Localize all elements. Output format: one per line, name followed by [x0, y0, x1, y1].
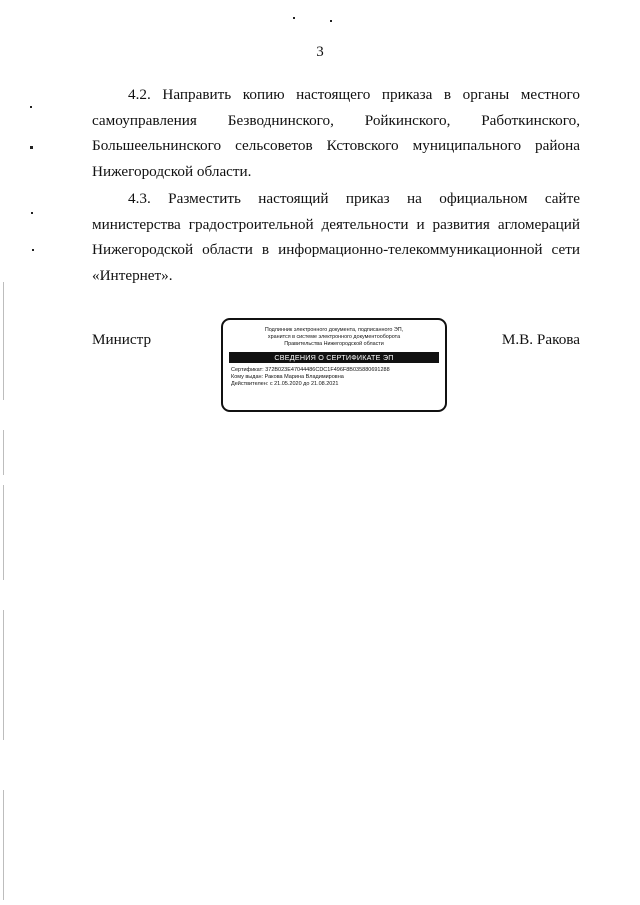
stamp-header-line: Правительства Нижегородской области — [284, 341, 384, 347]
stamp-valid-label: Действителен: — [231, 381, 269, 388]
scan-margin-line — [3, 485, 4, 580]
scan-speck — [30, 146, 33, 149]
scan-speck — [330, 20, 332, 22]
scan-margin-line — [3, 282, 4, 400]
stamp-issued-to-label: Кому выдан: — [231, 374, 264, 381]
scan-speck — [31, 212, 33, 214]
stamp-issued-to-value: Ракова Марина Владимировна — [264, 374, 344, 381]
stamp-details — [231, 367, 445, 389]
scan-speck — [32, 249, 34, 251]
stamp-valid-row — [231, 381, 445, 388]
page-number: 3 — [316, 44, 324, 60]
stamp-header — [223, 327, 445, 348]
paragraph-4-3: 4.3. Разместить настоящий приказ на официальном сайте министерства градостроительной деятельности и развития агломераций Нижегородской области в информационно-телекоммуникационной сети «Интернет». — [92, 190, 580, 284]
stamp-title: СВЕДЕНИЯ О СЕРТИФИКАТЕ ЭП — [229, 352, 439, 363]
stamp-certificate-row — [231, 367, 445, 374]
stamp-header-line: хранится в системе электронного документооборота — [267, 334, 401, 340]
paragraph-4-2: 4.2. Направить копию настоящего приказа в органы местного самоуправления Безводнинского, Ройкинского, Работкинского, Большеельнинского сельсоветов Кстовского муниципального района Нижегородской области. — [92, 86, 580, 180]
scan-speck — [30, 106, 32, 108]
signatory-name: М.В. Ракова — [501, 331, 580, 348]
scan-margin-line — [3, 610, 4, 740]
scan-margin-line — [3, 790, 4, 900]
stamp-header-line: Подлинник электронного документа, подписанного ЭП, — [264, 327, 404, 333]
scan-margin-line — [3, 430, 4, 475]
stamp-certificate-label: Сертификат: — [231, 367, 264, 373]
electronic-signature-stamp — [221, 318, 447, 412]
signatory-position: Министр — [92, 331, 152, 348]
scan-speck — [293, 17, 295, 19]
stamp-certificate-value: 372B023E47044486CDC1F496F8B035880691288 — [265, 367, 390, 373]
stamp-valid-value: с 21.05.2020 до 21.08.2021 — [269, 381, 339, 388]
